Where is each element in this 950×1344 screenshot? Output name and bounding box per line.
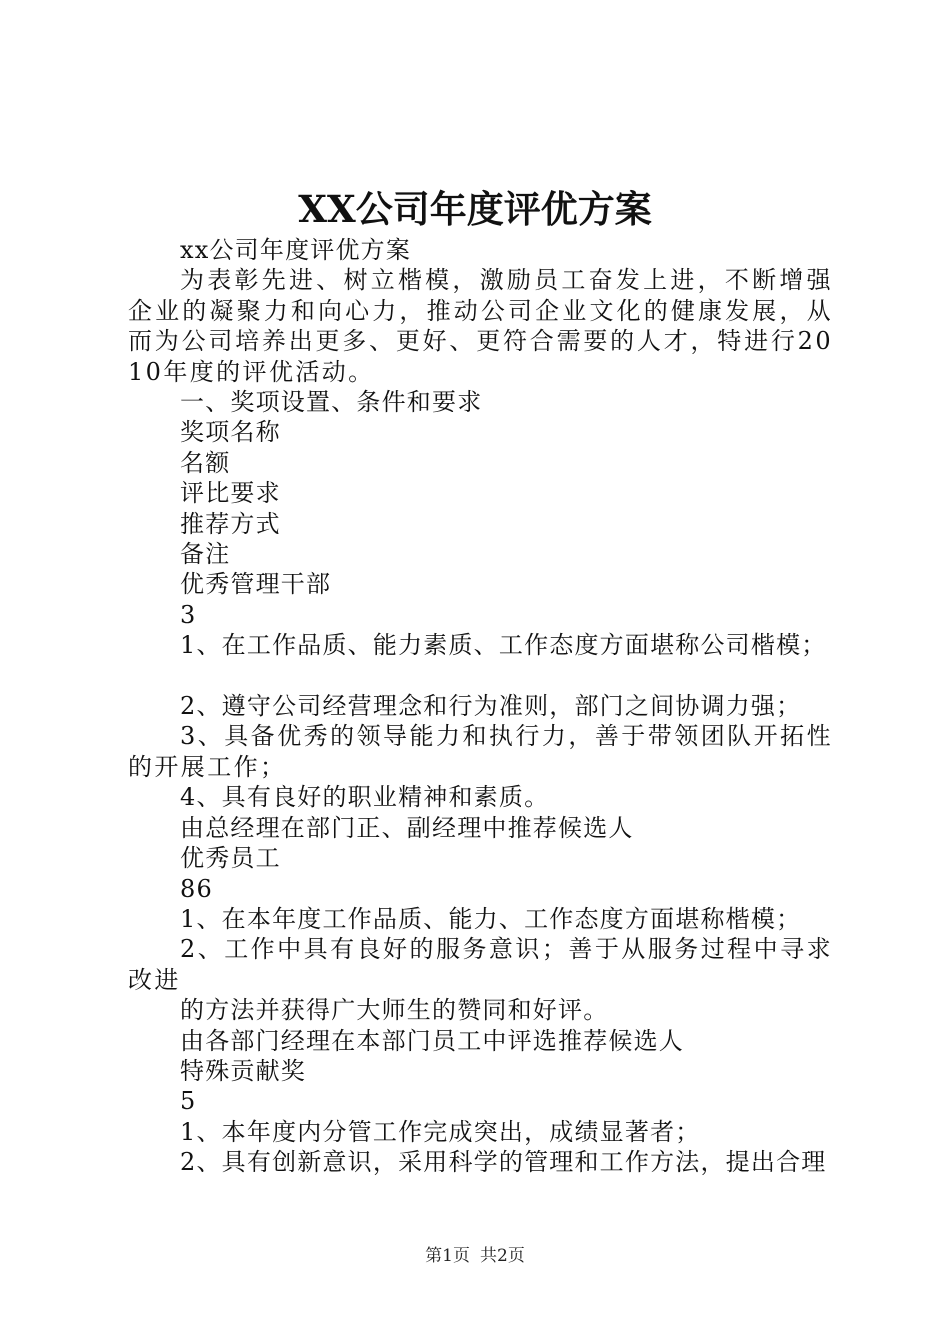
requirement-item: 2、遵守公司经营理念和行为准则，部门之间协调力强；	[180, 692, 802, 721]
requirement-item: 1、本年度内分管工作完成突出，成绩显著者；	[180, 1117, 701, 1146]
requirement-item: 2、工作中具有良好的服务意识；善于从服务过程中寻求改进	[128, 935, 833, 994]
paragraph-intro: 为表彰先进、树立楷模，激励员工奋发上进，不断增强企业的凝聚力和向心力，推动公司企业文化的健康发展，从而为公司培养出更多、更好、更符合需要的人才，特进行2010年度的评优活动。	[128, 266, 833, 386]
table-header-award-name: 奖项名称	[180, 418, 281, 447]
nomination-method: 由总经理在部门正、副经理中推荐候选人	[180, 813, 634, 842]
requirement-item-continued: 的方法并获得广大师生的赞同和好评。	[180, 996, 609, 1025]
requirement-item: 1、在本年度工作品质、能力、工作态度方面堪称楷模；	[180, 904, 802, 933]
requirement-item: 2、具有创新意识，采用科学的管理和工作方法，提出合理	[180, 1148, 827, 1177]
nomination-method: 由各部门经理在本部门员工中评选推荐候选人	[180, 1026, 684, 1055]
award-name: 优秀员工	[180, 844, 281, 873]
requirement-item: 4、具有良好的职业精神和素质。	[180, 783, 550, 812]
document-body	[128, 235, 833, 1178]
page-count: 共2页	[480, 1246, 525, 1266]
page-footer	[0, 1245, 950, 1267]
table-header-remarks: 备注	[180, 540, 231, 569]
requirement-item: 1、在工作品质、能力素质、工作态度方面堪称公司楷模；	[180, 631, 827, 660]
section-heading: 一、奖项设置、条件和要求	[180, 388, 483, 417]
requirement-item: 3、具备优秀的领导能力和执行力，善于带领团队开拓性的开展工作；	[128, 722, 833, 781]
table-header-nomination: 推荐方式	[180, 509, 281, 538]
paragraph-subtitle: xx公司年度评优方案	[180, 236, 412, 264]
blank-line	[128, 661, 833, 691]
page-number: 第1页	[425, 1246, 470, 1266]
page-title: XX公司年度评优方案	[298, 187, 652, 231]
award-name: 优秀管理干部	[180, 570, 332, 599]
award-name: 特殊贡献奖	[180, 1056, 306, 1085]
award-quota: 86	[180, 874, 213, 903]
award-quota: 5	[180, 1087, 197, 1116]
table-header-quota: 名额	[180, 448, 231, 477]
table-header-requirements: 评比要求	[180, 479, 281, 508]
award-quota: 3	[180, 600, 197, 629]
